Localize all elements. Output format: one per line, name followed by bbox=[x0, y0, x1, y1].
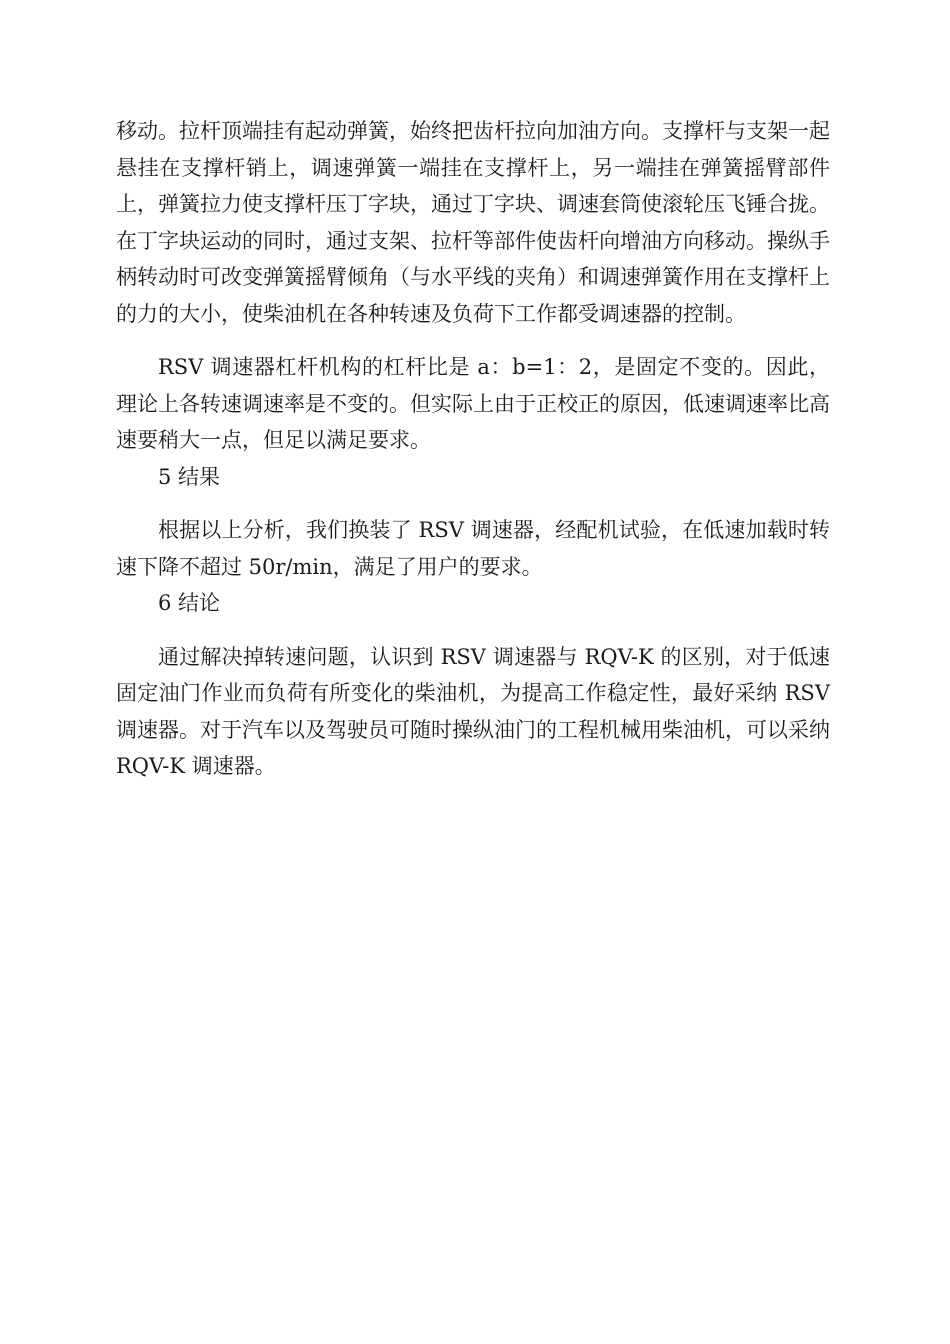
document-body bbox=[116, 113, 830, 785]
section-heading-conclusion: 6 结论 bbox=[158, 591, 221, 615]
paragraph-conclusion: 通过解决掉转速问题，认识到 RSV 调速器与 RQV-K 的区别，对于低速固定油门作业而负荷有所变化的柴油机，为提高工作稳定性，最好采纳 RSV 调速器。对于汽车以及驾驶员可随时操纵油门的工程机械用柴油机，可以采纳 RQV-K 调速器。 bbox=[116, 644, 830, 778]
paragraph-governor-mechanism: 移动。拉杆顶端挂有起动弹簧，始终把齿杆拉向加油方向。支撑杆与支架一起悬挂在支撑杆销上，调速弹簧一端挂在支撑杆上，另一端挂在弹簧摇臂部件上，弹簧拉力使支撑杆压丁字块，通过丁字块、调速套筒使滚轮压飞锤合拢。在丁字块运动的同时，通过支架、拉杆等部件使齿杆向增油方向移动。操纵手柄转动时可改变弹簧摇臂倾角（与水平线的夹角）和调速弹簧作用在支撑杆上的力的大小，使柴油机在各种转速及负荷下工作都受调速器的控制。 bbox=[116, 119, 830, 326]
paragraph-lever-ratio: RSV 调速器杠杆机构的杠杆比是 a：b=1：2，是固定不变的。因此，理论上各转速调速率是不变的。但实际上由于正校正的原因，低速调速率比高速要稍大一点，但足以满足要求。 bbox=[116, 355, 830, 452]
section-heading-results: 5 结果 bbox=[158, 464, 221, 489]
paragraph-results: 根据以上分析，我们换装了 RSV 调速器，经配机试验，在低速加载时转速下降不超过 50r/min，满足了用户的要求。 bbox=[116, 518, 830, 579]
